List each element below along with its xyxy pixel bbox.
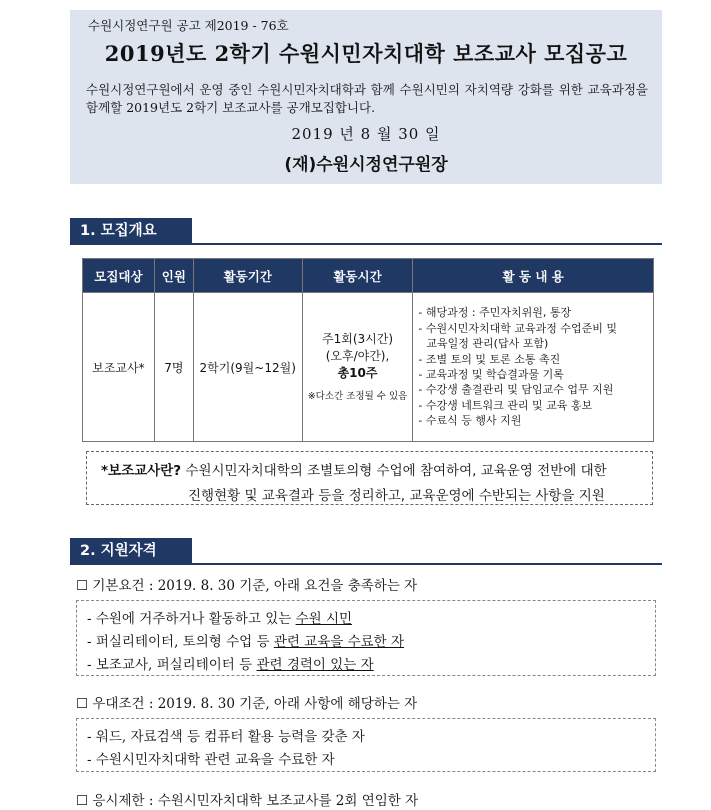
list-item: - 조별 토의 및 토론 소통 촉진 [418,352,561,366]
count-cell: 7명 [154,293,193,442]
column-header: 모집대상 [83,259,155,293]
notice-intro: 수원시정연구원에서 운영 중인 수원시민자치대학과 함께 수원시민의 자치역량 강화를 위한 교육과정을 함께할 2019년도 2학기 보조교사를 공개모집합니다. [86,82,648,115]
list-item: - 수원시민자치대학 교육과정 수업준비 및 [418,321,618,335]
section-1-divider [70,243,662,245]
preferred-conditions-box [76,718,656,772]
recruitment-table [82,258,654,442]
hours-note: ※다소간 조정될 수 있음 [307,391,408,402]
hours-line: 주1회(3시간) [322,332,394,346]
list-item: - 워드, 자료검색 등 컴퓨터 활용 능력을 갖춘 자 [87,729,365,745]
list-item: - 수강생 네트워크 관리 및 교육 홍보 [418,398,593,412]
hours-cell [302,293,413,442]
notice-number: 수원시정연구원 공고 제2019 - 76호 [88,18,289,33]
period-cell: 2학기(9월~12월) [193,293,302,442]
column-header: 활 동 내 용 [413,259,654,293]
list-item: - 수원시민자치대학 관련 교육을 수료한 자 [87,752,335,768]
list-item: - 보조교사, 퍼실리테이터 등 관련 경력이 있는 자 [87,657,374,673]
definition-text: 진행현황 및 교육결과 등을 정리하고, 교육운영에 수반되는 사항을 지원 [188,488,605,504]
table-header-row [83,259,654,293]
preferred-conditions-heading: ☐ 우대조건 : 2019. 8. 30 기준, 아래 사항에 해당하는 자 [76,696,418,712]
application-restriction: ☐ 응시제한 : 수원시민자치대학 보조교사를 2회 연임한 자 [76,793,419,809]
list-item: - 수강생 출결관리 및 담임교수 업무 지원 [418,383,614,397]
column-header: 활동시간 [302,259,413,293]
list-item: - 해당과정 : 주민자치위원, 통장 [418,306,572,320]
hours-line: (오후/야간), [325,349,390,363]
activities-cell [413,293,654,442]
definition-box [86,451,653,505]
column-header: 활동기간 [193,259,302,293]
issuing-organization: (재)수원시정연구원장 [284,155,448,175]
basic-requirements-box [76,600,656,676]
section-2-divider [70,563,662,565]
notice-date: 2019 년 8 월 30 일 [291,125,441,143]
definition-label: *보조교사란? [101,463,182,479]
list-item: - 수원에 거주하거나 활동하고 있는 수원 시민 [87,611,353,627]
basic-requirements-heading: ☐ 기본요건 : 2019. 8. 30 기준, 아래 요건을 충족하는 자 [76,578,418,594]
list-item: - 수료식 등 행사 지원 [418,414,522,428]
list-item: - 교육과정 및 학습결과물 기록 [418,368,564,381]
page-title: 2019년도 2학기 수원시민자치대학 보조교사 모집공고 [104,41,628,66]
list-item: 교육일정 관리(답사 포함) [426,337,549,351]
column-header: 인원 [154,259,193,293]
target-cell: 보조교사* [83,293,155,442]
list-item: - 퍼실리테이터, 토의형 수업 등 관련 교육을 수료한 자 [87,634,405,650]
definition-text: 수원시민자치대학의 조별토의형 수업에 참여하여, 교육운영 전반에 대한 [185,463,607,479]
table-row [83,293,654,442]
activities-list [414,305,652,428]
section-2-heading: 2. 지원자격 [70,538,192,564]
hours-total: 총10주 [337,366,378,380]
section-1-heading: 1. 모집개요 [70,218,192,244]
